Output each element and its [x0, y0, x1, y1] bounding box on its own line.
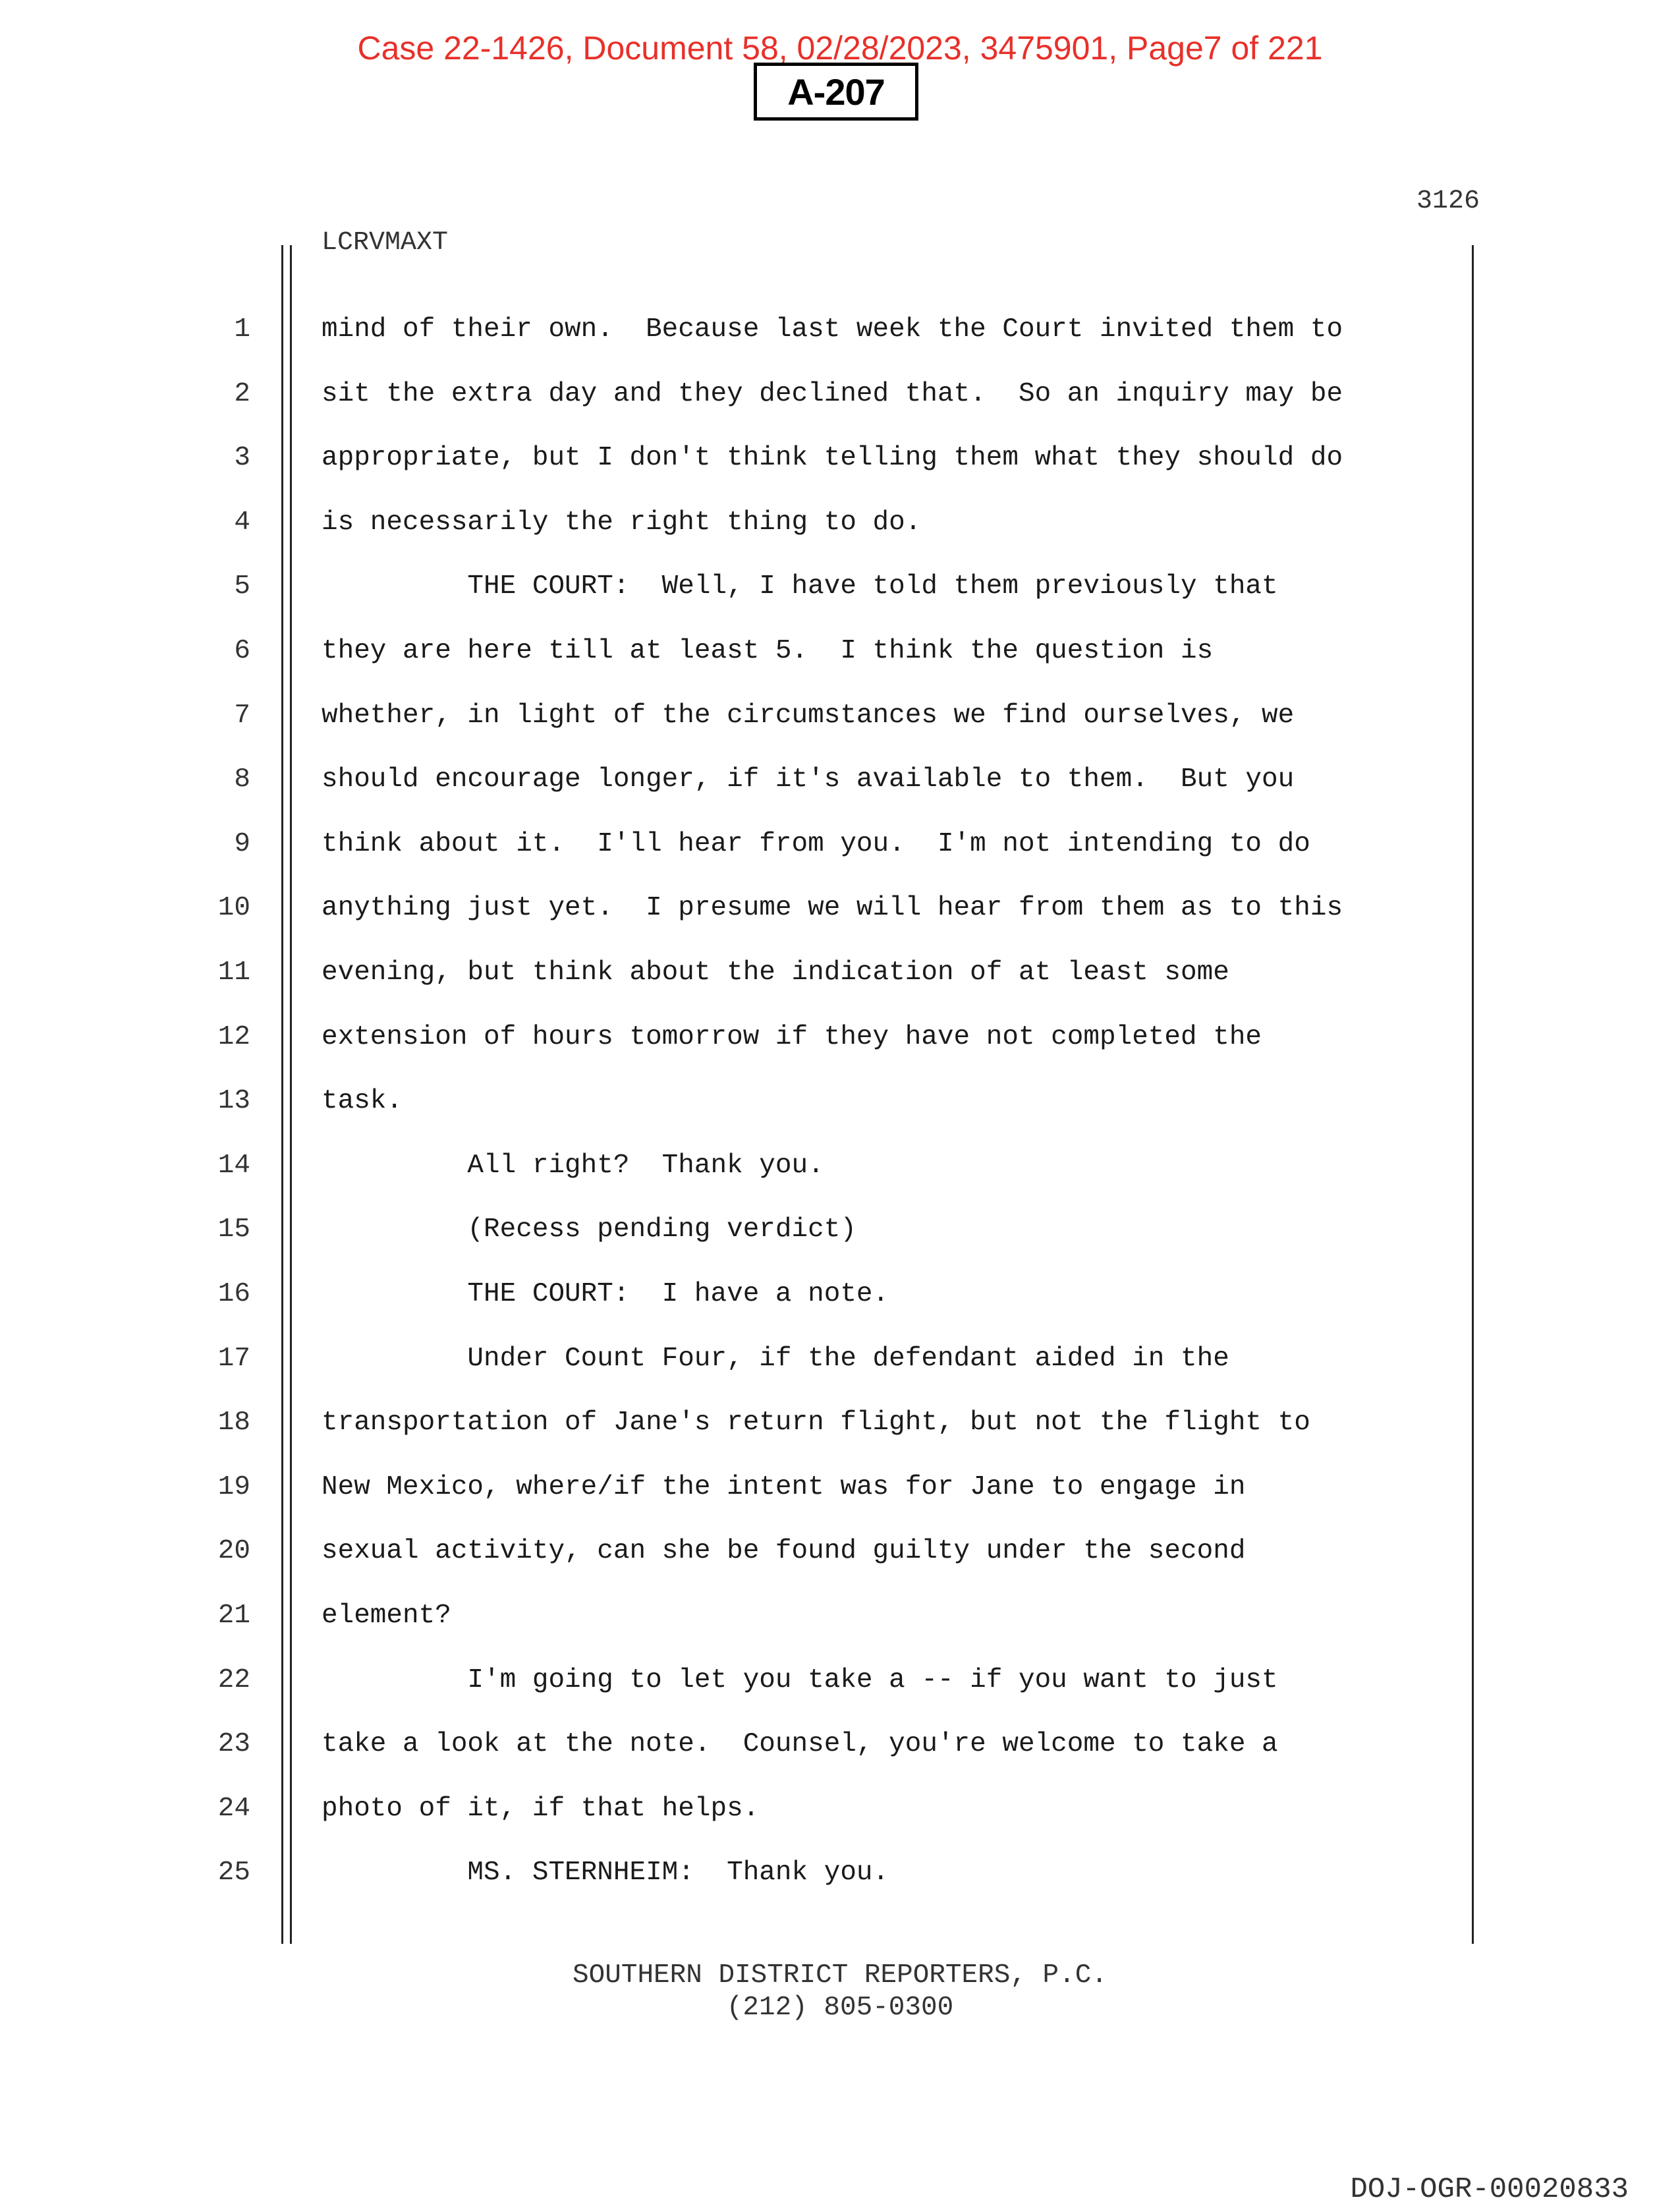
transcript-line: (Recess pending verdict)	[322, 1214, 856, 1245]
line-number: 18	[217, 1407, 250, 1438]
transcript-line: evening, but think about the indication of at least some	[322, 957, 1229, 988]
transcript-line: they are here till at least 5. I think the question is	[322, 636, 1214, 666]
case-header: Case 22-1426, Document 58, 02/28/2023, 3475901, Page7 of 221	[357, 30, 1323, 67]
transcript-line: THE COURT: I have a note.	[322, 1279, 889, 1309]
line-number: 7	[234, 700, 250, 731]
transcript-line: whether, in light of the circumstances we find ourselves, we	[322, 700, 1295, 731]
line-number: 17	[217, 1344, 250, 1374]
transcript-line: New Mexico, where/if the intent was for Jane to engage in	[322, 1472, 1246, 1502]
transcript-line: sexual activity, can she be found guilty under the second	[322, 1536, 1246, 1566]
line-number: 1	[234, 314, 250, 345]
footer-reporter: SOUTHERN DISTRICT REPORTERS, P.C.	[573, 1960, 1107, 1991]
line-number: 15	[217, 1214, 250, 1245]
line-number: 13	[217, 1086, 250, 1116]
transcript-line: THE COURT: Well, I have told them previously that	[322, 571, 1278, 602]
transcript-line: take a look at the note. Counsel, you're welcome to take a	[322, 1729, 1278, 1759]
line-number: 4	[234, 507, 250, 538]
line-number: 11	[217, 957, 250, 988]
right-margin-rule	[1472, 245, 1474, 1944]
transcript-line: element?	[322, 1601, 451, 1631]
transcript-line: anything just yet. I presume we will hear from them as to this	[322, 893, 1343, 923]
page-number: 3126	[1416, 186, 1480, 216]
footer-phone: (212) 805-0300	[726, 1993, 954, 2023]
line-number: 8	[234, 764, 250, 795]
transcript-line: MS. STERNHEIM: Thank you.	[322, 1858, 889, 1888]
bates-number: DOJ-OGR-00020833	[1350, 2173, 1629, 2206]
transcript-line: extension of hours tomorrow if they have not completed the	[322, 1022, 1262, 1052]
line-number: 21	[217, 1601, 250, 1631]
line-number: 22	[217, 1665, 250, 1695]
transcript-line: transportation of Jane's return flight, but not the flight to	[322, 1407, 1310, 1438]
line-number: 23	[217, 1729, 250, 1759]
transcript-line: All right? Thank you.	[322, 1150, 824, 1181]
line-number: 20	[217, 1536, 250, 1566]
transcript-line: I'm going to let you take a -- if you want to just	[322, 1665, 1278, 1695]
transcript-line: task.	[322, 1086, 403, 1116]
left-margin-rule-outer	[281, 245, 283, 1944]
header-code: LCRVMAXT	[322, 228, 449, 258]
line-number: 12	[217, 1022, 250, 1052]
line-number: 25	[217, 1858, 250, 1888]
line-number: 19	[217, 1472, 250, 1502]
transcript-line: should encourage longer, if it's available to them. But you	[322, 764, 1295, 795]
transcript-line: think about it. I'll hear from you. I'm not intending to do	[322, 829, 1310, 859]
line-number: 24	[217, 1794, 250, 1824]
line-number: 2	[234, 379, 250, 409]
line-number: 6	[234, 636, 250, 666]
transcript-line: photo of it, if that helps.	[322, 1794, 760, 1824]
exhibit-label-box: A-207	[754, 63, 918, 121]
transcript-line: appropriate, but I don't think telling them what they should do	[322, 443, 1343, 473]
line-number: 9	[234, 829, 250, 859]
transcript-line: Under Count Four, if the defendant aided in the	[322, 1344, 1229, 1374]
line-number: 10	[217, 893, 250, 923]
transcript-line: sit the extra day and they declined that. So an inquiry may be	[322, 379, 1343, 409]
transcript-line: mind of their own. Because last week the Court invited them to	[322, 314, 1343, 345]
line-number: 16	[217, 1279, 250, 1309]
left-margin-rule-inner	[290, 245, 292, 1944]
transcript-line: is necessarily the right thing to do.	[322, 507, 922, 538]
line-number: 14	[217, 1150, 250, 1181]
line-number: 3	[234, 443, 250, 473]
line-number: 5	[234, 571, 250, 602]
